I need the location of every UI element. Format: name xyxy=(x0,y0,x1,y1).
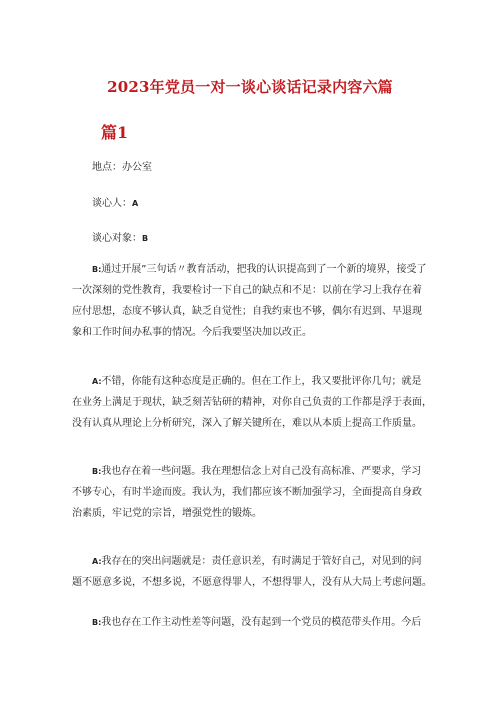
paragraph-line: 一次深刻的党性教育，我要检讨一下自己的缺点和不足：以前在学习上我存在着 xyxy=(72,285,422,296)
speaker-label: B: xyxy=(92,265,102,274)
meta-label: 地点： xyxy=(92,162,122,173)
meta-value: B xyxy=(142,234,149,243)
paragraph-line: 没有认真从理论上分析研究，深入了解关键所在，难以从本质上提高工作质量。 xyxy=(72,418,422,429)
meta-location xyxy=(92,158,152,173)
dialogue-paragraph xyxy=(72,259,432,343)
speaker-label: B: xyxy=(92,467,102,476)
paragraph-line: B:通过开展”三句话〃教育活动，把我的认识提高到了一个新的境界，接受了 xyxy=(92,264,427,275)
speaker-label: A: xyxy=(92,557,102,566)
dialogue-paragraph xyxy=(72,612,432,633)
paragraph-line: 在业务上满足于现状，缺乏刻苦钻研的精神，对你自己负责的工作都是浮于表面， xyxy=(72,397,432,408)
paragraph-line: 不够专心，有时半途而废。我认为，我们都应该不断加强学习，全面提高自身政 xyxy=(72,487,422,498)
paragraph-line: 应付思想，态度不够认真，缺乏自觉性；自我约束也不够，偶尔有迟到、早退现 xyxy=(72,306,422,317)
document-title: 2023年党员一对一谈心谈话记录内容六篇 xyxy=(107,78,393,96)
dialogue-paragraph xyxy=(72,551,432,593)
paragraph-line: A:我存在的突出问题就是：责任意识差，有时满足于管好自己，对见到的问 xyxy=(92,556,422,567)
speaker-label: B: xyxy=(92,618,102,627)
paragraph-line: A:不错，你能有这种态度是正确的。但在工作上，我又要批评你几句；就是 xyxy=(92,376,422,387)
paragraph-line: B:我也存在着一些问题。我在理想信念上对自己没有高标准、严要求，学习 xyxy=(92,466,422,477)
paragraph-line: B:我也存在工作主动性差等问题，没有起到一个党员的模范带头作用。今后 xyxy=(92,617,422,628)
section-heading: 篇1 xyxy=(101,123,129,142)
meta-value: 办公室 xyxy=(122,162,152,173)
paragraph-line: 题不愿意多说，不想多说，不愿意得罪人，不想得罪人，没有从大局上考虑问题。 xyxy=(72,577,432,588)
paragraph-line: 象和工作时间办私事的情况。今后我要坚决加以改正。 xyxy=(72,327,312,338)
meta-speaker xyxy=(92,194,138,209)
dialogue-paragraph xyxy=(72,461,432,524)
meta-value: A xyxy=(132,199,139,208)
dialogue-paragraph xyxy=(72,371,432,434)
speaker-label: A: xyxy=(92,377,102,386)
meta-label: 谈心对象： xyxy=(92,233,142,244)
meta-subject xyxy=(92,229,148,244)
paragraph-line: 治素质，牢记党的宗旨，增强党性的锻炼。 xyxy=(72,508,262,519)
meta-label: 谈心人： xyxy=(92,198,132,209)
